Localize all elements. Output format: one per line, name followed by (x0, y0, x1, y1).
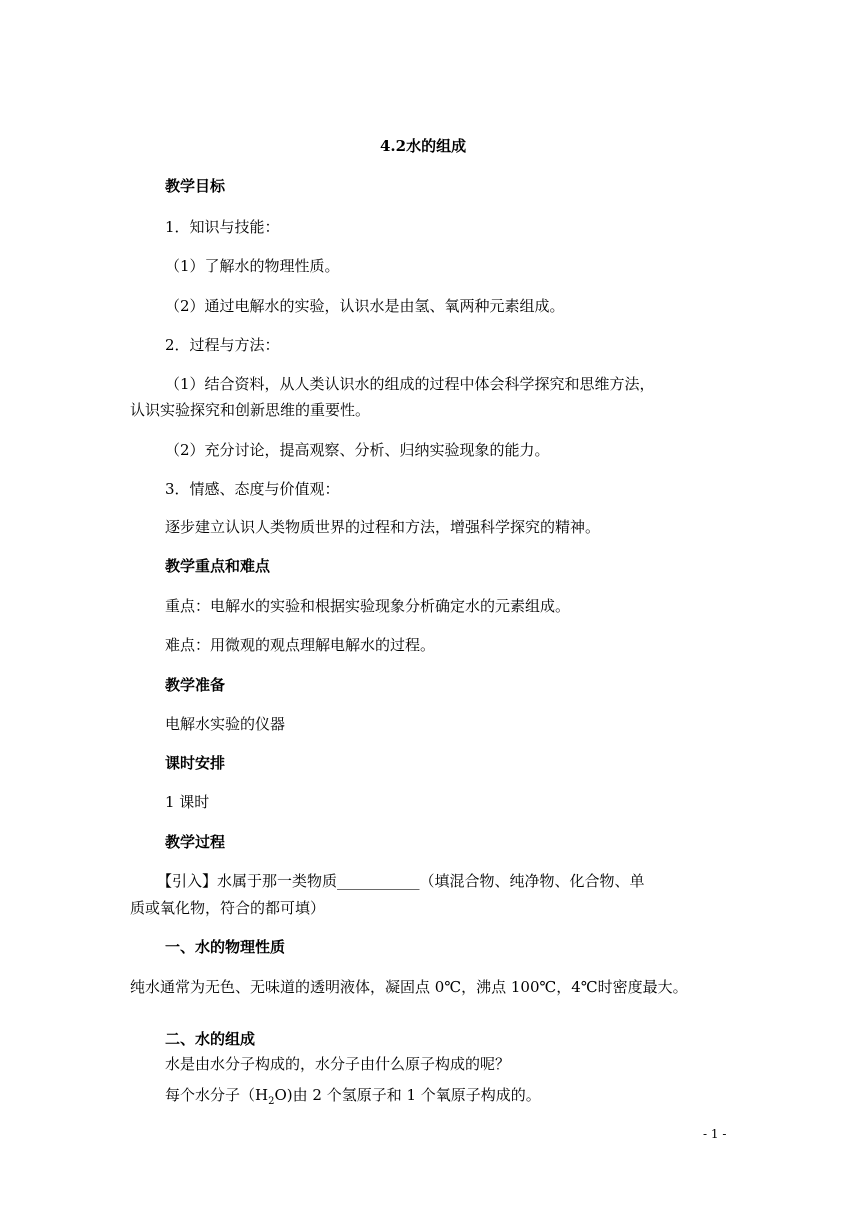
heading-objectives: 教学目标 (165, 177, 226, 195)
heading-physical-properties: 一、水的物理性质 (165, 938, 286, 956)
objective-item-1-2: （2）通过电解水的实验，认识水是由氢、氧两种元素组成。 (165, 297, 565, 315)
objective-item-2: 2．过程与方法： (165, 336, 280, 354)
objective-item-1-1: （1）了解水的物理性质。 (165, 257, 340, 275)
heading-composition: 二、水的组成 (165, 1030, 256, 1048)
composition-line-1: 水是由水分子构成的，水分子由什么原子构成的呢？ (165, 1055, 511, 1073)
physical-properties-text: 纯水通常为无色、无味道的透明液体，凝固点 0℃，沸点 100℃，4℃时密度最大。 (130, 978, 688, 996)
objective-item-3-text: 逐步建立认识人类物质世界的过程和方法，增强科学探究的精神。 (165, 518, 601, 536)
intro-line-1: 【引入】水属于那一类物质___________（填混合物、纯净物、化合物、单 (157, 872, 645, 890)
objective-item-1: 1．知识与技能： (165, 218, 280, 236)
objective-item-2-1-line2: 认识实验探究和创新思维的重要性。 (130, 401, 371, 419)
preparation-text: 电解水实验的仪器 (165, 715, 286, 733)
intro-line-2: 质或氧化物，符合的都可填） (130, 899, 326, 917)
objective-item-2-2: （2）充分讨论，提高观察、分析、归纳实验现象的能力。 (165, 441, 550, 459)
heading-preparation: 教学准备 (165, 676, 226, 694)
heading-schedule: 课时安排 (165, 754, 226, 772)
keypoint-text: 重点：电解水的实验和根据实验现象分析确定水的元素组成。 (165, 597, 571, 615)
schedule-text: 1 课时 (165, 793, 210, 811)
heading-keypoints: 教学重点和难点 (165, 557, 271, 575)
document-title: 4.2水的组成 (380, 137, 467, 155)
heading-process: 教学过程 (165, 833, 226, 851)
objective-item-2-1-line1: （1）结合资料，从人类认识水的组成的过程中体会科学探究和思维方法， (165, 375, 655, 393)
page-number: - 1 - (703, 1127, 727, 1141)
difficulty-text: 难点：用微观的观点理解电解水的过程。 (165, 636, 436, 654)
objective-item-3: 3．情感、态度与价值观： (165, 480, 340, 498)
composition-line-2: 每个水分子$(H_2O)$由 2 个氢原子和 1 个氧原子构成的。 (165, 1086, 541, 1107)
